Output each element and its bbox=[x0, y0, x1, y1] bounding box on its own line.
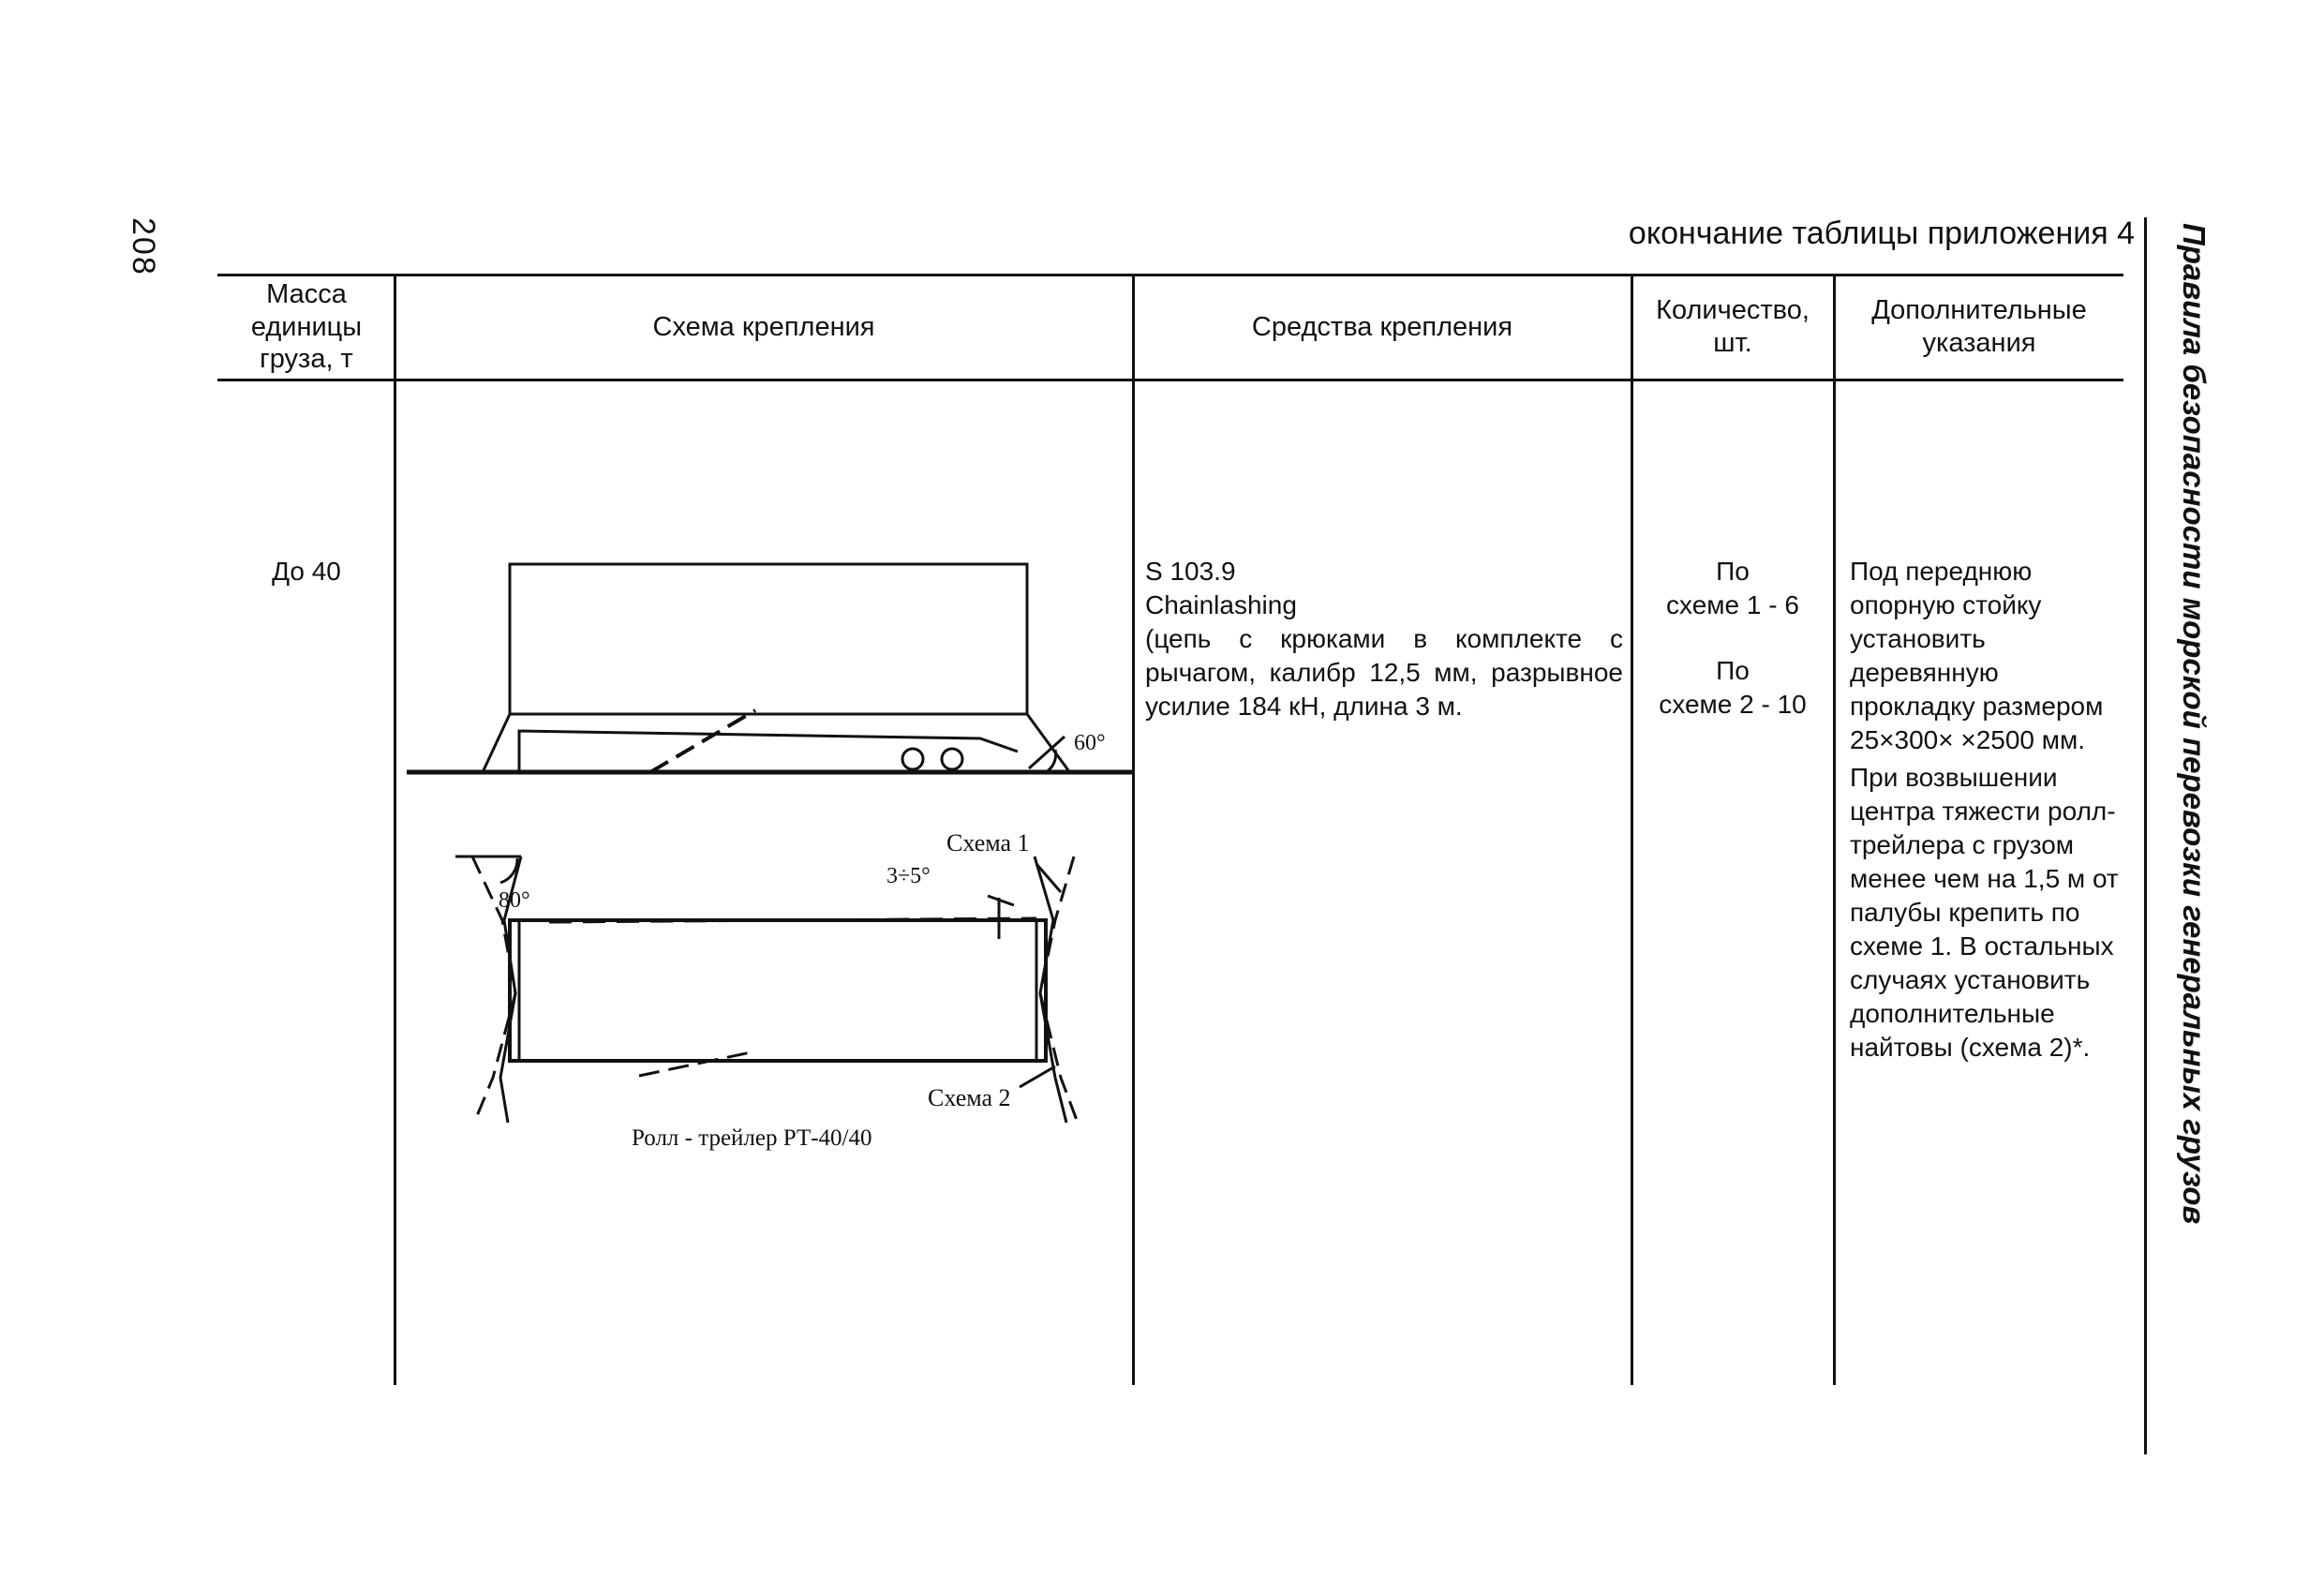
page-number: 208 bbox=[126, 217, 161, 276]
header-scheme: Схема крепления bbox=[652, 311, 875, 342]
scheme-1-label: Схема 1 bbox=[946, 829, 1030, 857]
col-divider-4 bbox=[1833, 274, 1836, 1385]
qty-2-label: По bbox=[1716, 656, 1750, 685]
table-top-rule bbox=[217, 274, 2123, 276]
side-rule bbox=[2144, 217, 2147, 1454]
drawing-caption: Ролл - трейлер РТ-40/40 bbox=[632, 1125, 872, 1151]
notes-cell bbox=[1850, 555, 2122, 1065]
notes-paragraph-2: При возвышении центра тяжести ролл-трейлера с грузом менее чем на 1,5 м от палубы крепить по схеме 1. В остальных случаях установить дополнительные найтовы (схема 2)*. bbox=[1850, 763, 2119, 1062]
side-view-trailer bbox=[484, 714, 1068, 770]
qty-1-label: По bbox=[1716, 557, 1750, 586]
quantity-cell bbox=[1634, 555, 1831, 722]
table-caption: окончание таблицы приложения 4 bbox=[1628, 216, 2135, 251]
table-header-rule bbox=[217, 379, 2123, 381]
mass-value: До 40 bbox=[272, 557, 341, 586]
running-title: Правила безопасности морской перевозки генеральных грузов bbox=[2177, 223, 2212, 1225]
means-description: (цепь с крюками в комплекте с рычагом, калибр 12,5 мм, разрывное усилие 184 кН, длина 3 м. bbox=[1145, 624, 1623, 721]
means-code: S 103.9 bbox=[1145, 557, 1236, 586]
plan-view-trailer bbox=[510, 920, 1046, 1061]
angle-small-label: 3÷5° bbox=[886, 864, 931, 888]
qty-1-value: схеме 1 - 6 bbox=[1666, 590, 1799, 619]
trailer-wheel bbox=[902, 749, 923, 769]
qty-2-value: схеме 2 - 10 bbox=[1659, 690, 1807, 719]
side-view-cargo bbox=[510, 564, 1027, 714]
notes-paragraph-1: Под переднюю опорную стойку установить деревянную прокладку размером 25×300× ×2500 мм. bbox=[1850, 557, 2104, 754]
angle-side-label: 60° bbox=[1074, 731, 1106, 755]
header-mass: Масса единицы груза, т bbox=[250, 278, 363, 375]
col-divider-1 bbox=[394, 274, 396, 1385]
means-name: Chainlashing bbox=[1145, 590, 1297, 619]
means-cell bbox=[1145, 555, 1623, 723]
col-divider-3 bbox=[1631, 274, 1633, 1385]
header-means: Средства крепления bbox=[1251, 311, 1513, 342]
header-notes: Дополнительные указания bbox=[1871, 295, 2087, 358]
angle-plan-label: 80° bbox=[499, 888, 530, 913]
header-quantity: Количество, шт. bbox=[1656, 295, 1810, 358]
scheme-2-label: Схема 2 bbox=[928, 1084, 1011, 1111]
side-lashing-chain bbox=[650, 710, 755, 772]
lashing-scheme-drawing bbox=[399, 553, 1140, 1171]
trailer-wheel bbox=[942, 749, 962, 769]
